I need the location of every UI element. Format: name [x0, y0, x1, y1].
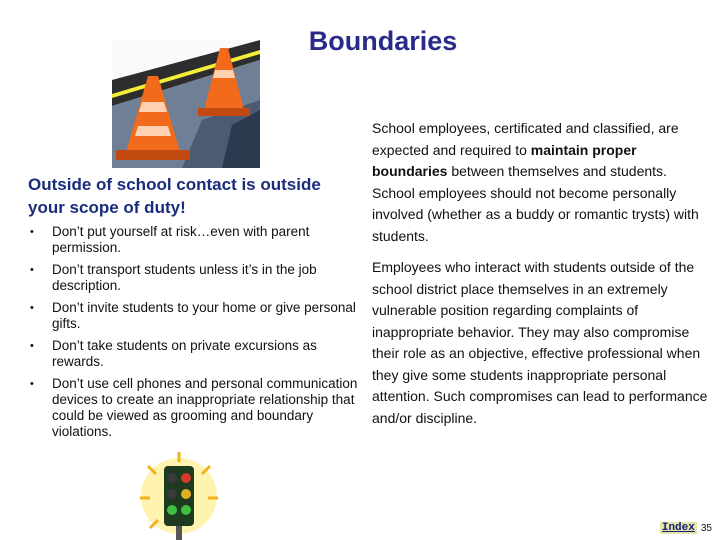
rules-list — [28, 224, 368, 446]
list-item: • Don’t transport students unless it’s in the job description. — [30, 262, 317, 293]
paragraph-boundaries: School employees, certificated and classified, are expected and required to maintain proper boundaries between themselves and students. School employees should not become personally involved (whether as a buddy or romantic trysts) with students. — [372, 120, 699, 244]
explanation-text — [372, 118, 710, 439]
list-item: • Don’t take students on private excursions as rewards. — [30, 338, 317, 369]
slide-title: Boundaries — [308, 26, 458, 56]
index-link[interactable]: Index — [661, 522, 695, 534]
section-heading: Outside of school contact is outside your scope of duty! — [28, 175, 321, 217]
slide-footer — [660, 522, 712, 534]
traffic-cones-icon — [112, 40, 260, 168]
list-item: • Don’t invite students to your home or give personal gifts. — [30, 300, 356, 331]
list-item: • Don’t put yourself at risk…even with parent permission. — [30, 224, 310, 255]
page-number: 35 — [700, 522, 712, 534]
paragraph-vulnerability: Employees who interact with students outside of the school district place themselves in an extremely vulnerable position regarding complaints of inappropriate behavior. They may also compromise their role as an objective, effective professional when they give some students inappropriate personal attention. Such compromises can lead to performance and/or discipline. — [372, 259, 708, 426]
traffic-light-icon — [138, 452, 220, 540]
list-item: • Don’t use cell phones and personal communication devices to create an inappropriate relationship that could be viewed as grooming and boundary violations. — [30, 376, 358, 439]
